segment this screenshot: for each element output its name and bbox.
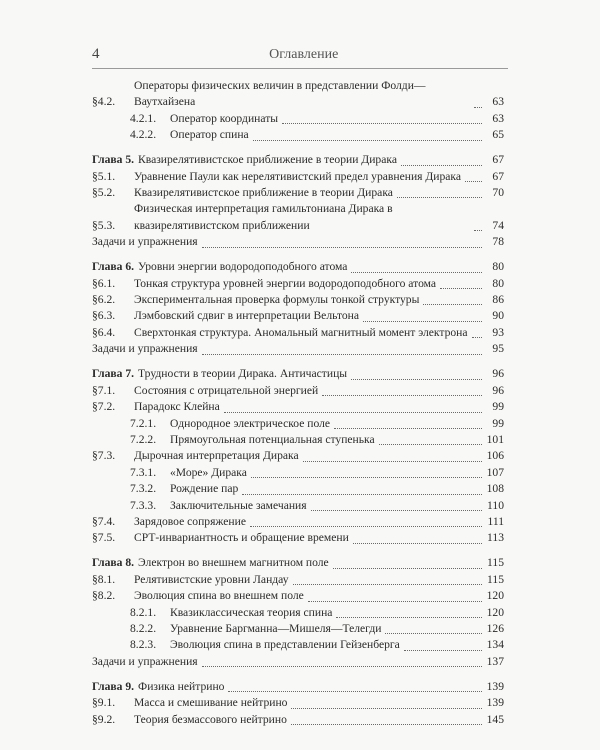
dot-leader [242, 493, 482, 495]
toc-entry-title: Тонкая структура уровней энергии водородоподобного атома [134, 276, 437, 290]
toc-entry-title: Задачи и упражнения [92, 654, 198, 668]
toc-entry-title: Парадокс Клейна [134, 400, 220, 414]
toc-entry-sub[interactable] [92, 481, 504, 497]
dot-leader [311, 509, 482, 511]
dot-leader [397, 196, 482, 198]
dot-leader [251, 476, 482, 478]
toc-entry-section[interactable] [92, 78, 504, 111]
toc-entry-number: 7.3.1. [130, 465, 157, 479]
toc-entry-page: 80 [492, 260, 504, 274]
toc-entry-number: §5.1. [92, 169, 116, 183]
toc-entry-chapter[interactable] [92, 152, 504, 168]
toc-entry-number: Глава 6. [92, 260, 135, 274]
toc-entry-sub[interactable] [92, 416, 504, 432]
toc-entry-page: 139 [486, 696, 504, 710]
dot-leader [202, 246, 482, 248]
dot-leader [322, 394, 482, 396]
toc-entry-page: 110 [487, 498, 504, 512]
dot-leader [404, 649, 482, 651]
toc-entry-number: Глава 8. [92, 556, 135, 570]
toc-entry-number: §5.2. [92, 186, 116, 200]
toc-entry-title: Эволюция спина во внешнем поле [134, 589, 304, 603]
toc-entry-title: Задачи и упражнения [92, 235, 198, 249]
toc-entry-title: Квазирелятивистское приближение в теории Дирака [134, 186, 393, 200]
toc-entry-sub[interactable] [92, 432, 504, 448]
page-number: 4 [92, 46, 100, 62]
toc-entry-number: Глава 9. [92, 679, 135, 693]
toc-entry-title: Теория безмассового нейтрино [134, 712, 287, 726]
toc-entry-section[interactable] [92, 448, 504, 464]
dot-leader [472, 336, 482, 338]
toc-entry-number: Глава 5. [92, 153, 135, 167]
toc-entry-number: 7.2.1. [130, 416, 157, 430]
toc-entry-number: 8.2.1. [130, 605, 157, 619]
toc-entry-section[interactable] [92, 308, 504, 324]
toc-entry-page: 120 [486, 605, 504, 619]
toc-entry-title: Эволюция спина в представлении Гейзенберга [170, 638, 400, 652]
dot-leader [401, 164, 482, 166]
toc-entry-title: Уровни энергии водородоподобного атома [138, 260, 348, 274]
toc-entry-title: Сверхтонкая структура. Аномальный магнитный момент электрона [134, 325, 468, 339]
toc-entry-sub[interactable] [92, 111, 504, 127]
toc-entry-page: 78 [492, 235, 504, 249]
toc-entry-title: Квазирелятивистское приближение в теории Дирака [138, 153, 397, 167]
toc-entry-title: Задачи и упражнения [92, 342, 198, 356]
dot-leader [474, 229, 482, 231]
toc-entry-page: 80 [492, 276, 504, 290]
dot-leader [385, 632, 482, 634]
toc-entry-title: Физическая интерпретация гамильтониана Дирака в квазирелятивистском приближении [134, 202, 393, 232]
toc-entry-chapter[interactable] [92, 679, 504, 695]
toc-entry-number: Глава 7. [92, 367, 135, 381]
toc-entry-page: 120 [486, 589, 504, 603]
toc-entry-title: СРТ-инвариантность и обращение времени [134, 531, 349, 545]
toc-entry-page: 96 [492, 367, 504, 381]
toc-entry-section[interactable] [92, 695, 504, 711]
toc-entry-page: 134 [486, 638, 504, 652]
header-rule [92, 68, 508, 69]
toc-entry-title: Оператор координаты [170, 111, 279, 125]
toc-entry-number: 7.3.3. [130, 498, 157, 512]
dot-leader [336, 616, 482, 618]
dot-leader [363, 320, 482, 322]
toc-entry-number: 4.2.2. [130, 128, 157, 142]
toc-entry-title: Экспериментальная проверка формулы тонкой структуры [134, 293, 420, 307]
toc-entry-page: 139 [486, 679, 504, 693]
toc-entry-title: Зарядовое сопряжение [134, 514, 246, 528]
dot-leader [379, 443, 482, 445]
toc-entry-number: 8.2.2. [130, 621, 157, 635]
toc-entry-section[interactable] [92, 399, 504, 415]
toc-entry-section[interactable] [92, 588, 504, 604]
toc-entry-section[interactable] [92, 169, 504, 185]
toc-entry-section[interactable] [92, 276, 504, 292]
toc-entry-title: Масса и смешивание нейтрино [134, 696, 288, 710]
dot-leader [440, 287, 482, 289]
toc-entry-number: §7.1. [92, 383, 116, 397]
toc-entry-number: §6.1. [92, 276, 116, 290]
toc-entry-page: 107 [486, 465, 504, 479]
toc-entry-section[interactable] [92, 383, 504, 399]
toc-entry-page: 63 [492, 111, 504, 125]
dot-leader [351, 378, 482, 380]
dot-leader [293, 583, 482, 585]
toc-entry-section[interactable] [92, 185, 504, 201]
toc-entry-title: Однородное электрическое поле [170, 416, 331, 430]
toc-entry-plain[interactable] [92, 234, 504, 250]
toc-entry-number: §7.2. [92, 400, 116, 414]
toc-entry-page: 99 [492, 416, 504, 430]
toc-entry-title: Рождение пар [170, 482, 239, 496]
toc-entry-sub[interactable] [92, 621, 504, 637]
toc-entry-title: Заключительные замечания [170, 498, 307, 512]
dot-leader [334, 427, 482, 429]
toc-entry-title: Оператор спина [170, 128, 249, 142]
toc-entry-number: §6.4. [92, 325, 116, 339]
toc-entry-chapter[interactable] [92, 366, 504, 382]
toc-entry-section[interactable] [92, 292, 504, 308]
toc-entry-page: 99 [492, 400, 504, 414]
toc-entry-plain[interactable] [92, 654, 504, 670]
toc-entry-title: Уравнение Баргманна—Мишеля—Телегди [170, 621, 382, 635]
dot-leader [423, 303, 482, 305]
toc-entry-number: §9.1. [92, 696, 116, 710]
toc-entry-page: 101 [486, 432, 504, 446]
toc-entry-number: §7.3. [92, 449, 116, 463]
toc-entry-title: Состояния с отрицательной энергией [134, 383, 319, 397]
toc-entry-title: Физика нейтрино [138, 679, 225, 693]
toc-entry-page: 137 [486, 654, 504, 668]
toc-entry-page: 67 [492, 169, 504, 183]
toc-entry-title: Трудности в теории Дирака. Античастицы [138, 367, 348, 381]
toc-entry-page: 67 [492, 153, 504, 167]
toc-entry-section[interactable] [92, 712, 504, 728]
toc-entry-sub[interactable] [92, 127, 504, 143]
table-of-contents [92, 78, 504, 728]
dot-leader [465, 180, 482, 182]
toc-entry-number: §9.2. [92, 712, 116, 726]
dot-leader [253, 139, 482, 141]
toc-entry-sub[interactable] [92, 605, 504, 621]
toc-entry-section[interactable] [92, 530, 504, 546]
toc-entry-page: 145 [486, 712, 504, 726]
dot-leader [291, 707, 482, 709]
toc-entry-title: Квазиклассическая теория спина [170, 605, 333, 619]
toc-entry-page: 96 [492, 383, 504, 397]
toc-entry-number: 8.2.3. [130, 638, 157, 652]
dot-leader [474, 106, 482, 108]
toc-entry-title: Прямоугольная потенциальная ступенька [170, 432, 375, 446]
dot-leader [282, 122, 482, 124]
toc-entry-page: 63 [492, 95, 504, 109]
toc-entry-section[interactable] [92, 514, 504, 530]
toc-entry-page: 113 [487, 531, 504, 545]
toc-entry-page: 115 [487, 556, 504, 570]
toc-entry-title: Уравнение Паули как нерелятивистский предел уравнения Дирака [134, 169, 462, 183]
toc-entry-number: 4.2.1. [130, 111, 157, 125]
dot-leader [224, 411, 482, 413]
toc-entry-section[interactable] [92, 201, 504, 234]
toc-entry-page: 70 [492, 186, 504, 200]
toc-entry-page: 108 [486, 482, 504, 496]
dot-leader [202, 665, 482, 667]
toc-entry-section[interactable] [92, 572, 504, 588]
toc-entry-title: Дырочная интерпретация Дирака [134, 449, 299, 463]
toc-entry-number: §8.2. [92, 589, 116, 603]
toc-entry-sub[interactable] [92, 498, 504, 514]
toc-entry-page: 95 [492, 342, 504, 356]
running-title: Оглавление [269, 47, 339, 62]
toc-entry-chapter[interactable] [92, 555, 504, 571]
dot-leader [291, 723, 482, 725]
toc-entry-title: Релятивистские уровни Ландау [134, 572, 289, 586]
dot-leader [228, 690, 482, 692]
page-header [92, 46, 508, 66]
toc-entry-page: 74 [492, 218, 504, 232]
toc-entry-number: 7.3.2. [130, 482, 157, 496]
dot-leader [351, 271, 482, 273]
toc-entry-page: 115 [487, 572, 504, 586]
toc-entry-plain[interactable] [92, 341, 504, 357]
toc-entry-number: §7.5. [92, 531, 116, 545]
toc-entry-title: «Море» Дирака [170, 465, 247, 479]
toc-entry-section[interactable] [92, 325, 504, 341]
toc-entry-number: 7.2.2. [130, 432, 157, 446]
toc-entry-page: 126 [486, 621, 504, 635]
toc-entry-number: §6.2. [92, 293, 116, 307]
toc-entry-number: §5.3. [92, 218, 116, 232]
toc-entry-number: §7.4. [92, 514, 116, 528]
toc-entry-sub[interactable] [92, 637, 504, 653]
toc-entry-page: 65 [492, 128, 504, 142]
toc-entry-number: §8.1. [92, 572, 116, 586]
toc-entry-page: 90 [492, 309, 504, 323]
toc-entry-sub[interactable] [92, 465, 504, 481]
toc-entry-title: Операторы физических величин в представлении Фолди—Ваутхайзена [134, 79, 426, 109]
toc-entry-number: §6.3. [92, 309, 116, 323]
toc-entry-title: Лэмбовский сдвиг в интерпретации Вельтона [134, 309, 360, 323]
dot-leader [250, 525, 482, 527]
toc-entry-number: §4.2. [92, 95, 116, 109]
dot-leader [202, 353, 482, 355]
dot-leader [308, 600, 482, 602]
toc-entry-page: 93 [492, 325, 504, 339]
toc-entry-page: 111 [487, 514, 504, 528]
toc-entry-page: 86 [492, 293, 504, 307]
dot-leader [303, 460, 482, 462]
toc-entry-title: Электрон во внешнем магнитном поле [138, 556, 329, 570]
dot-leader [333, 567, 482, 569]
toc-entry-page: 106 [486, 449, 504, 463]
dot-leader [353, 542, 482, 544]
toc-entry-chapter[interactable] [92, 259, 504, 275]
